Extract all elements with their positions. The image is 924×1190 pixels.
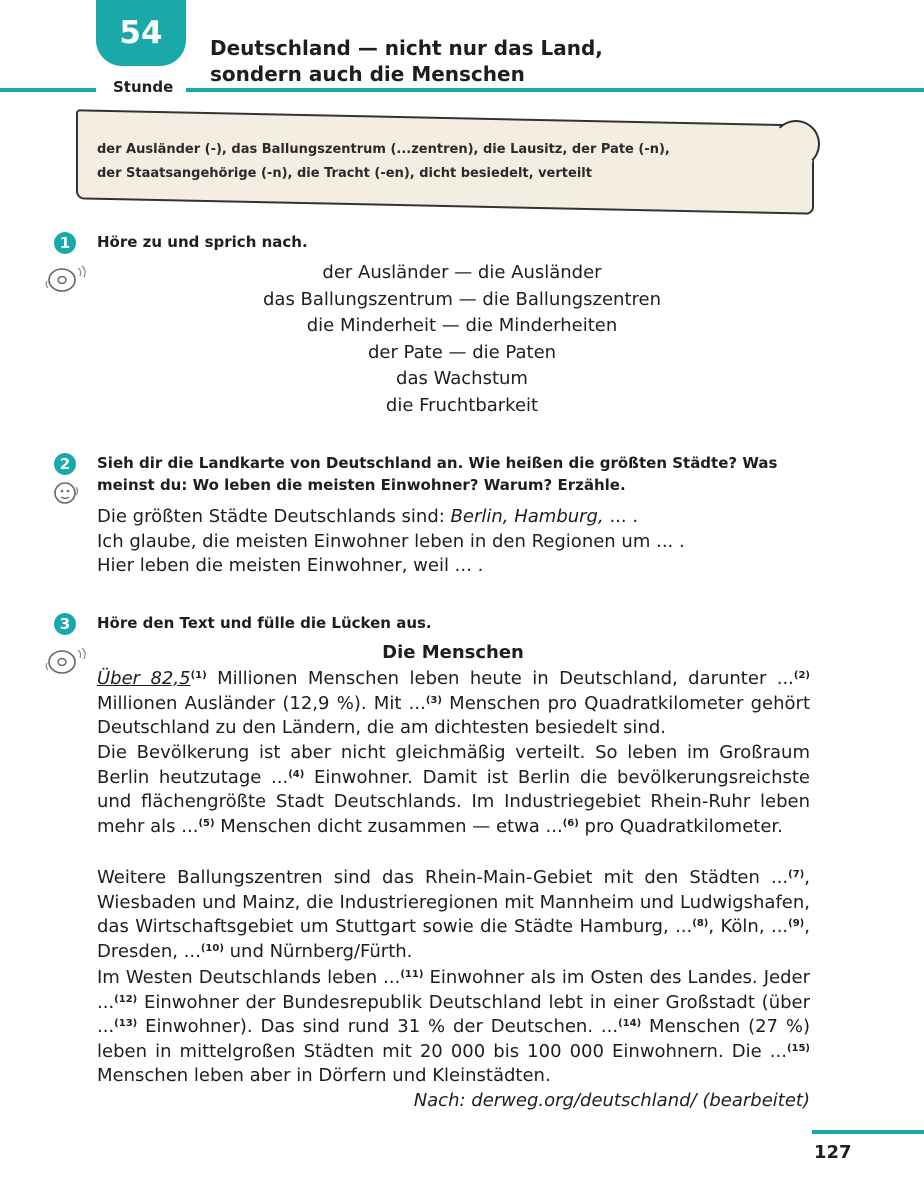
gap-marker: (5) xyxy=(198,817,215,829)
gap-marker: (11) xyxy=(400,969,424,980)
paragraph-text: Im Westen Deutschlands leben ... xyxy=(97,967,401,988)
gap-marker: (8) xyxy=(692,918,709,930)
task-number-3: 3 xyxy=(54,613,76,635)
page-number: 127 xyxy=(814,1142,852,1163)
paragraph-text: Menschen leben aber in Dörfern und Kleinstädten. xyxy=(97,1065,551,1087)
task2-line1-end: ... . xyxy=(603,506,639,527)
gap-marker: (2) xyxy=(793,670,811,681)
task2-line1-cities: Berlin, Hamburg, xyxy=(450,506,604,527)
paragraph-text: Einwohner als im Osten des Landes. Jeder ... xyxy=(97,967,810,1013)
task2-line1 xyxy=(97,506,638,528)
gap-marker: (13) xyxy=(114,1018,138,1030)
paragraph-text: pro Quadratkilometer. xyxy=(578,815,783,837)
paragraph-text: Die Bevölkerung ist aber nicht gleichmäßig verteilt. So leben im Großraum Berlin heutzutage ... xyxy=(97,742,810,788)
gap-marker: (1) xyxy=(190,670,207,681)
paragraph-2 xyxy=(97,741,810,839)
word-pair: die Minderheit — die Minderheiten xyxy=(306,315,618,336)
task2-instruction-line1: Sieh dir die Landkarte von Deutschland an. Wie heißen die größten Städte? Was xyxy=(97,454,778,472)
word-pair: die Fruchtbarkeit xyxy=(385,395,539,416)
paragraph-text: Millionen Ausländer (12,9 %). Mit ... xyxy=(97,692,426,714)
word-pair: das Ballungszentrum — die Ballungszentren xyxy=(262,289,662,310)
vocabulary-line2: der Staatsangehörige (-n), die Tracht (-en), dicht besiedelt, verteilt xyxy=(97,166,592,181)
paragraph-3 xyxy=(97,866,810,964)
source-citation: Nach: derweg.org/deutschland/ (bearbeitet) xyxy=(413,1090,810,1111)
task2-line1-start: Die größten Städte Deutschlands sind: xyxy=(97,506,451,527)
lesson-number: 54 xyxy=(96,0,186,66)
paragraph-text: , Dresden, ... xyxy=(97,916,810,962)
paragraph-text: Einwohner). Das sind rund 31 % der Deutschen. ... xyxy=(137,1016,619,1038)
paragraph-1 xyxy=(97,667,810,741)
paragraph-text: und Nürnberg/Fürth. xyxy=(223,940,413,962)
gap-marker: (14) xyxy=(618,1018,642,1030)
gap-marker: (9) xyxy=(788,918,805,930)
paragraph-text: Einwohner. Damit ist Berlin die bevölkerungsreichste und flächengrößte Stadt Deutschlands. Im Industriegebiet Rhein-Ruhr leben mehr als ... xyxy=(97,766,810,837)
task-number-2: 2 xyxy=(54,453,76,475)
task1-instruction: Höre zu und sprich nach. xyxy=(97,233,308,251)
word-pair: der Ausländer — die Ausländer xyxy=(322,262,602,283)
page-title-line1: Deutschland — nicht nur das Land, xyxy=(210,36,603,60)
gap-marker: (4) xyxy=(288,768,305,780)
task3-instruction: Höre den Text und fülle die Lücken aus. xyxy=(97,614,432,632)
paragraph-4 xyxy=(97,966,810,1089)
scroll-curl xyxy=(772,120,820,168)
word-pair: das Wachstum xyxy=(396,368,528,389)
vocabulary-scroll xyxy=(76,109,814,214)
header-rule-left xyxy=(0,88,96,92)
page-title-line2: sondern auch die Menschen xyxy=(210,62,525,86)
paragraph-text: Menschen dicht zusammen — etwa ... xyxy=(214,815,563,837)
word-pair: der Pate — die Paten xyxy=(367,342,557,363)
gap-marker: (3) xyxy=(425,694,442,706)
lesson-label: Stunde xyxy=(113,78,174,96)
task2-instruction-line2: meinst du: Wo leben die meisten Einwohner? Warum? Erzähle. xyxy=(97,476,626,494)
paragraph-text: Weitere Ballungszentren sind das Rhein-Main-Gebiet mit den Städten ... xyxy=(97,867,789,888)
task2-line2: Ich glaube, die meisten Einwohner leben in den Regionen um ... . xyxy=(97,531,685,552)
gap-marker: (10) xyxy=(200,942,224,954)
header-rule-right xyxy=(186,88,924,92)
paragraph-text: Einwohner der Bundesrepublik Deutschland lebt in einer Großstadt (über ... xyxy=(97,991,810,1038)
task2-line3: Hier leben die meisten Einwohner, weil ... . xyxy=(97,555,484,576)
task-number-1: 1 xyxy=(54,232,76,254)
paragraph-text: Menschen pro Quadratkilometer gehört Deutschland zu den Ländern, die am dichtesten besiedelt sind. xyxy=(97,692,810,739)
speaking-face-icon xyxy=(51,479,81,509)
gap-answer-example: Über 82,5 xyxy=(97,668,191,689)
paragraph-text: , Wiesbaden und Mainz, die Industrieregionen mit Mannheim und Ludwigshafen, das Wirtschaftsgebiet um Stuttgart sowie die Städte Hamburg, ... xyxy=(97,867,810,938)
vocabulary-line1: der Ausländer (-), das Ballungszentrum (...zentren), die Lausitz, der Pate (-n), xyxy=(97,142,670,157)
paragraph-text: , Köln, ... xyxy=(708,916,789,938)
gap-marker: (12) xyxy=(114,993,138,1005)
footer-rule xyxy=(812,1130,924,1134)
gap-marker: (6) xyxy=(562,817,579,829)
gap-marker: (15) xyxy=(786,1042,810,1054)
paragraph-text: Menschen (27 %) leben in mittelgroßen Städten mit 20 000 bis 100 000 Einwohnern. Die ... xyxy=(97,1016,810,1062)
gap-marker: (7) xyxy=(788,869,805,880)
text-title: Die Menschen xyxy=(382,642,524,663)
paragraph-text: Millionen Menschen leben heute in Deutschland, darunter ... xyxy=(206,668,794,689)
